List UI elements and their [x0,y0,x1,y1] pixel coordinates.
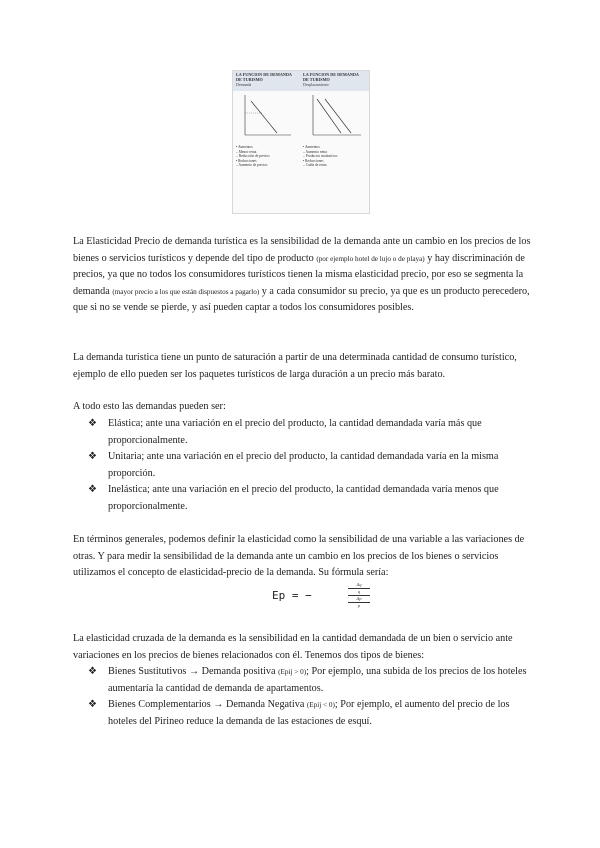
goods-types-list [88,664,533,730]
formula-denominator-sub: p [357,603,361,608]
demand-curves-graphic [233,91,369,143]
figure-title-left: LA FUNCIÓN DE DEMANDA DE TURISMO [236,73,292,82]
figure-note: – Aumento renta [303,149,327,154]
formula-denominator: Δp [356,596,362,601]
figure-note: – Menor renta [236,149,257,154]
figure-note: – Reducción de precios [236,154,270,158]
small-note: (Epij < 0) [306,701,335,710]
list-item-text: Unitaria; ante una variación en el precio del producto, la cantidad demandada varía en la misma proporción. [108,451,499,479]
list-item-text: ; Por ejemplo, una subida de los precios de los hoteles aumentaría la cantidad de demanda de apartamentos. [108,666,527,694]
list-item-label: Bienes Complementarios → Demanda Negativa [108,699,307,711]
list-item [88,482,533,515]
paragraph-elasticity-definition: En términos generales, podemos definir la elasticidad como la sensibilidad de una variable a las variaciones de otras. Y para medir la sensibilidad de la demanda ante un cambio en los precios de los bienes o servicios utilizamos el concepto de elasticidad-precio de la demanda. Su fórmula sería: [73,534,525,579]
figure-note: • Reducciones [236,158,257,163]
figure-note: – Aumento de precios [236,163,268,167]
paragraph-demand-types-intro: A todo esto las demandas pueden ser: [73,401,226,412]
formula-numerator: Δq [356,582,362,587]
list-item [88,697,533,730]
formula-fraction [348,582,370,608]
figure-note: • Reducciones [303,158,324,163]
figure-note: • Aumentos [303,145,320,149]
small-note: (Epij > 0) [278,668,307,676]
paragraph-price-elasticity [73,234,533,317]
figure-subtitle-left: Demanda [236,82,252,87]
formula-numerator-sub: q [357,589,361,594]
elasticity-formula [272,582,392,616]
small-note: (mayor precio a los que están dispuestos a pagarlo) [112,287,260,296]
diamond-bullet-icon: ❖ [88,699,97,711]
diamond-bullet-icon: ❖ [88,418,97,429]
figure-subtitle-right: Desplazamiento [303,82,329,87]
list-item [88,416,533,449]
figure-title-right: LA FUNCIÓN DE DEMANDA DE TURISMO [303,73,359,82]
list-item [88,449,533,482]
diamond-bullet-icon: ❖ [88,451,97,463]
text-run: La Elasticidad Precio de demanda turística es la sensibilidad de la demanda ante un cambio en los precios de los bienes o servicios turísticos y depende del tipo de producto [73,236,531,264]
figure-notes-right [303,145,367,168]
text-run: y a cada consumidor su precio, ya que es un producto perecedero, que si no se vende se pierde, y así pueden captar a todos los consumidores posibles. [73,285,530,314]
figure-notes-left [236,145,300,168]
demand-types-list [88,416,533,516]
list-item [88,664,533,697]
list-item-text: ; Por ejemplo, el aumento del precio de los hoteles del Pirineo reduce la demanda de las estaciones de esquí. [108,699,510,727]
figure-note: – Caída de renta [303,163,327,167]
figure-note: – Productos sustitutivos [303,154,338,158]
list-item-label: Bienes Sustitutivos → Demanda positiva [108,666,279,677]
list-item-text: Elástica; ante una variación en el precio del producto, la cantidad demandada varía más que proporcionalmente. [108,418,482,446]
diamond-bullet-icon: ❖ [88,666,97,677]
paragraph-saturation: La demanda turística tiene un punto de saturación a partir de una determinada cantidad de consumo turístico, ejemplo de ello pueden ser los paquetes turísticos de larga duración a un precio más barato. [73,352,517,380]
figure-note: • Aumentos [236,145,253,149]
formula-lhs: Ep = − [272,589,312,602]
paragraph-cross-elasticity: La elasticidad cruzada de la demanda es la sensibilidad en la cantidad demandada de un bien o servicio ante variaciones en los precios de bienes relacionados con él. Tenemos dos tipos de bienes: [73,633,513,661]
list-item-text: Inelástica; ante una variación en el precio del producto, la cantidad demandada varía menos que proporcionalmente. [108,484,499,512]
text-run: y hay discriminación de precios, ya que no todos los consumidores turísticos tienen la misma elasticidad precio, por eso se segmenta la demanda [73,252,525,297]
small-note: (por ejemplo hotel de lujo o de playa) [316,254,425,263]
left-demand-curve [251,101,277,133]
diamond-bullet-icon: ❖ [88,484,97,496]
demand-function-figure [232,70,370,214]
